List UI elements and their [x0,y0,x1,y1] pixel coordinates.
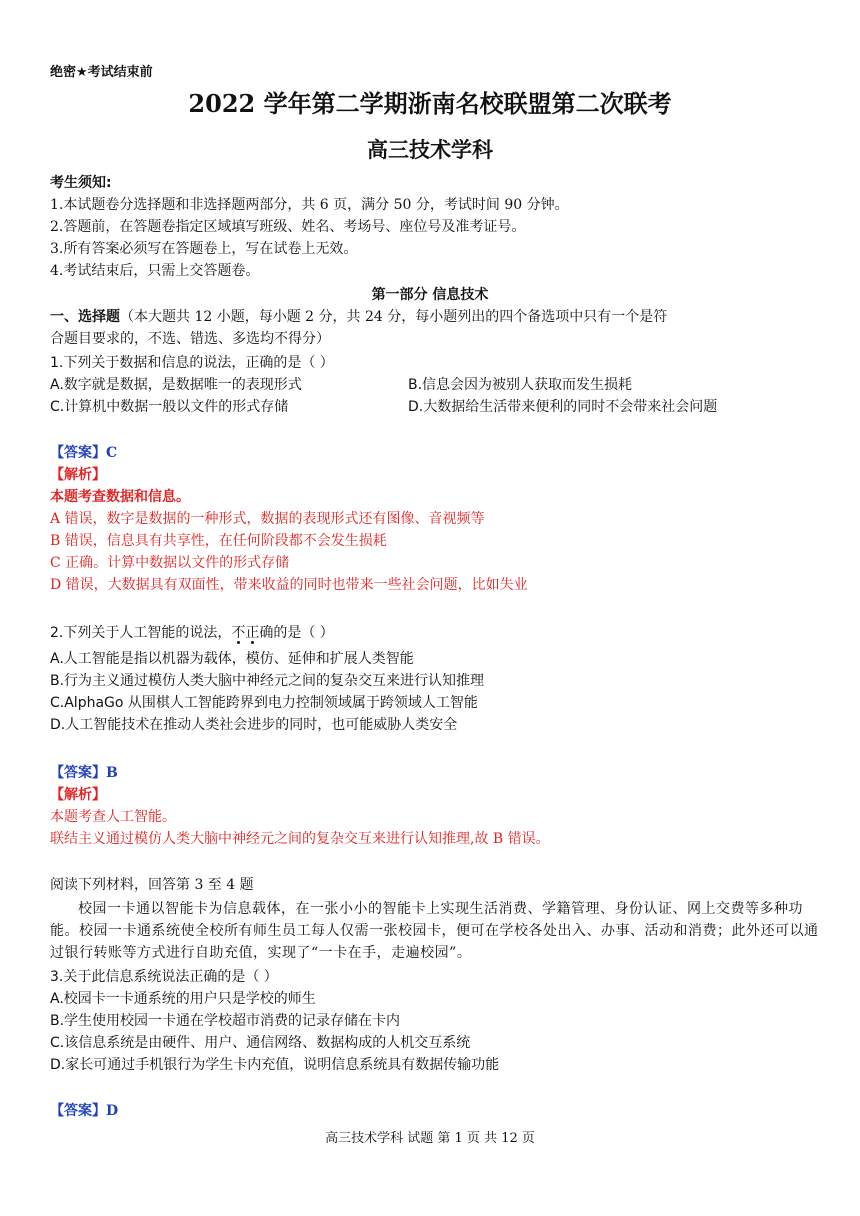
question-3-stem: 3.关于此信息系统说法正确的是（ ） [50,969,278,985]
notice-item: 4.考试结束后，只需上交答题卷。 [50,263,260,279]
material-intro: 阅读下列材料，回答第 3 至 4 题 [50,877,254,893]
notice-item: 3.所有答案必须写在答题卷上，写在试卷上无效。 [50,241,358,257]
analysis-line: A 错误，数字是数据的一种形式，数据的表现形式还有图像、音视频等 [50,511,485,527]
analysis-line: C 正确。计算中数据以文件的形式存储 [50,555,290,571]
question-2-analysis-label: 【解析】 [50,787,106,803]
question-1-answer: 【答案】C [50,445,118,461]
question-1-stem: 1.下列关于数据和信息的说法，正确的是（ ） [50,355,334,371]
option-b: B.学生使用校园一卡通在学校超市消费的记录存储在卡内 [50,1013,401,1029]
subject-title: 高三技术学科 [367,137,493,162]
option-a: A.数字就是数据，是数据唯一的表现形式 [50,377,302,393]
material-text: 校园一卡通以智能卡为信息载体，在一张小小的智能卡上实现生活消费、学籍管理、身份认证、网上交费等多种功能。校园一卡通系统使全校所有师生员工每人仅需一张校园卡，便可在学校各处出入、办事、活动和消费；此外还可以通过银行转账等方式进行自助充值，实现了“一卡在手，走遍校园”。 [50,901,819,961]
question-2-stem [50,622,334,644]
option-c: C.计算机中数据一般以文件的形式存储 [50,399,289,415]
option-a: A.人工智能是指以机器为载体，模仿、延伸和扩展人类智能 [50,651,414,667]
page-footer: 高三技术学科 试题 第 1 页 共 12 页 [325,1131,535,1146]
option-b: B.信息会因为被别人获取而发生损耗 [408,377,633,393]
exam-title: 2022 学年第二学期浙南名校联盟第二次联考 [188,89,672,118]
option-d: D.人工智能技术在推动人类社会进步的同时，也可能威胁人类安全 [50,717,458,733]
option-b: B.行为主义通过模仿人类大脑中神经元之间的复杂交互来进行认知推理 [50,673,485,689]
section-label: 一、选择题 [50,309,120,325]
analysis-line: 联结主义通过模仿人类大脑中神经元之间的复杂交互来进行认知推理,故 B 错误。 [50,831,550,847]
section-desc-cont: 合题目要求的，不选、错选、多选均不得分） [50,331,330,347]
emphasis-char: 正 [245,625,260,641]
notice-heading: 考生须知: [50,175,112,191]
analysis-line: B 错误，信息具有共享性，在任何阶段都不会发生损耗 [50,533,387,549]
option-a: A.校园卡一卡通系统的用户只是学校的师生 [50,991,316,1007]
section-header [50,306,667,328]
part-title: 第一部分 信息技术 [371,287,489,303]
emphasis-char: 不 [231,625,246,641]
notice-item: 2.答题前，在答题卷指定区域填写班级、姓名、考场号、座位号及准考证号。 [50,219,526,235]
question-1-options-row1 [50,374,633,396]
question-2-answer: 【答案】B [50,765,118,781]
question-1-analysis-label: 【解析】 [50,467,106,483]
question-1-options-row2 [50,396,718,418]
stem-text: 2.下列关于人工智能的说法， [50,625,232,641]
analysis-line: 本题考查数据和信息。 [50,489,190,505]
analysis-line: 本题考查人工智能。 [50,809,176,825]
option-d: D.大数据给生活带来便利的同时不会带来社会问题 [408,399,718,415]
section-desc: （本大题共 12 小题，每小题 2 分，共 24 分，每小题列出的四个备选项中只有一个是符 [120,309,668,325]
stem-text: 确的是（ ） [259,625,334,641]
question-3-answer: 【答案】D [50,1103,119,1119]
option-d: D.家长可通过手机银行为学生卡内充值，说明信息系统具有数据传输功能 [50,1057,500,1073]
option-c: C.AlphaGo 从围棋人工智能跨界到电力控制领域属于跨领域人工智能 [50,695,478,711]
notice-item: 1.本试题卷分选择题和非选择题两部分，共 6 页，满分 50 分，考试时间 90 分钟。 [50,197,569,213]
secret-mark: 绝密★考试结束前 [50,65,153,80]
option-c: C.该信息系统是由硬件、用户、通信网络、数据构成的人机交互系统 [50,1035,471,1051]
analysis-line: D 错误，大数据具有双面性，带来收益的同时也带来一些社会问题，比如失业 [50,577,528,593]
